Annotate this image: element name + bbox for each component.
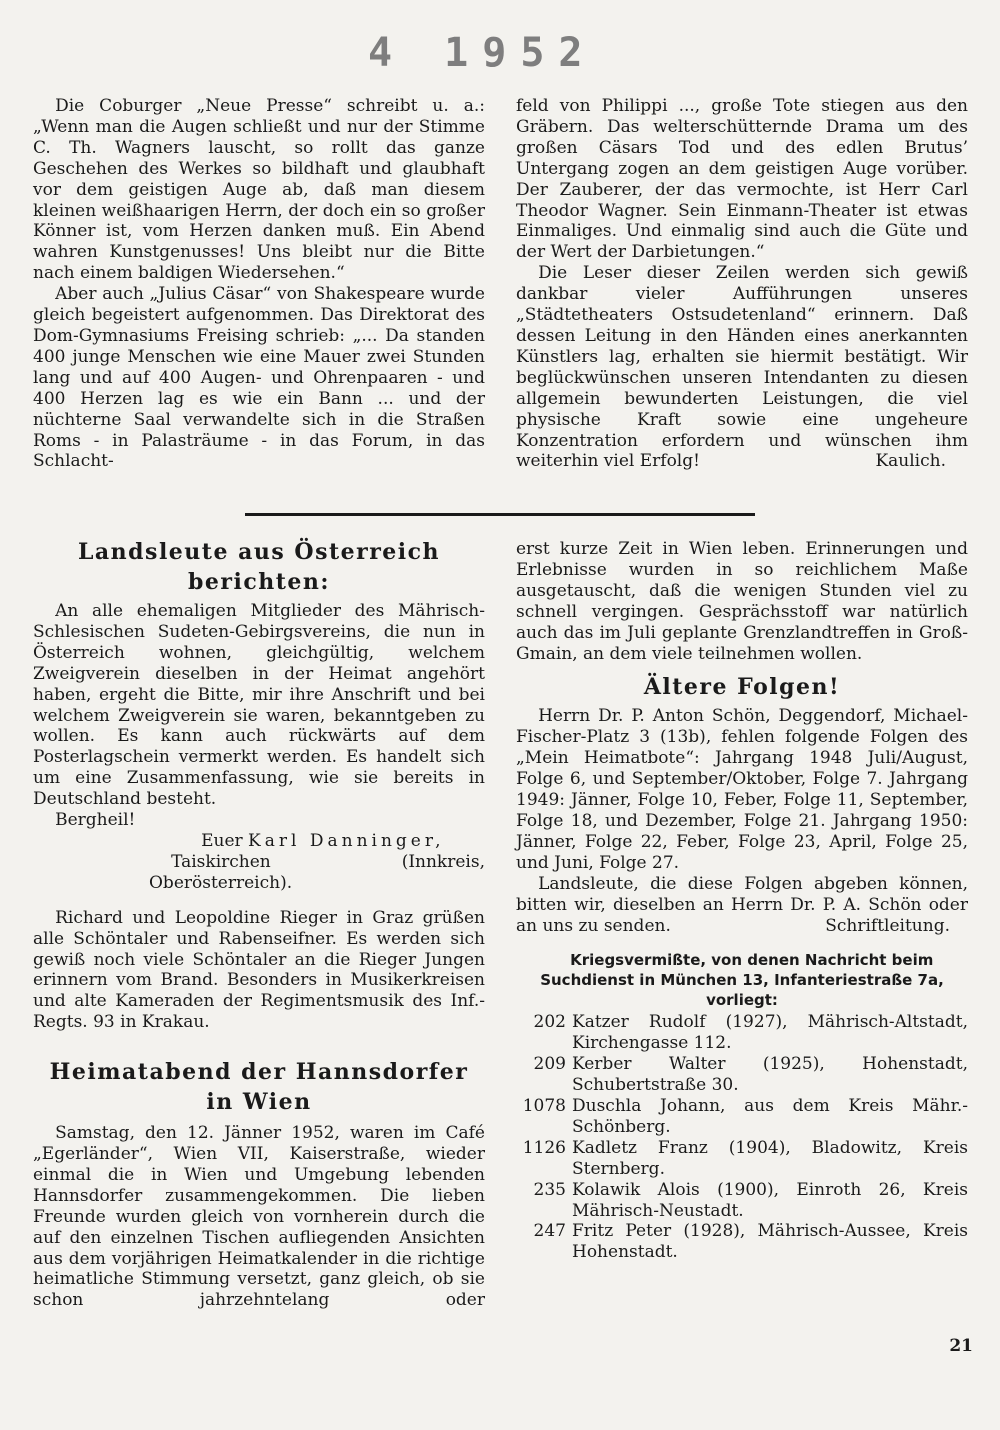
date-stamp: 4 1952: [368, 30, 597, 76]
paragraph-hannsdorf-cont: erst kurze Zeit in Wien leben. Erinnerungen und Erlebnisse wurden in so reichlichem Maße ausgetauscht, daß die wenigen Stunden viel zu schnell vergingen. Gesprächsstoff war natürlich auch das im Juli geplante Grenzlandtreffen in Groß-Gmain, an dem viele teilnehmen wollen.: [516, 539, 968, 664]
heading-hannsdorf-line1: Heimatabend der Hannsdorfer: [49, 1059, 469, 1086]
item-text: Kerber Walter (1925), Hohenstadt, Schubertstraße 30.: [572, 1054, 968, 1096]
item-number: 1126: [522, 1137, 566, 1158]
readers-text: Die Leser dieser Zeilen werden sich gewiß dankbar vieler Aufführungen unseres „Städtetheaters Ostsudetenland“ erinnern. Daß dessen Leitung in den Händen eines anerkannten Künstlers lag, erhalten sie hiermit bestätigt. Wir beglückwünschen unseren Intendanten zu diesen allgemein bewunderten Leistungen, die viel physische Kraft sowie eine ungeheure Konzentration erfordern und wünschen ihm weiterhin viel Erfolg!: [516, 263, 968, 472]
signature-prefix: Euer: [201, 830, 243, 851]
paragraph-rieger: Richard und Leopoldine Rieger in Graz grüßen alle Schöntaler und Rabenseifner. Es werden sich gewiß noch viele Schöntaler an die Rieger Jungen erinnern vom Brand. Besonders in Musikerkreisen und alte Kameraden der Regimentsmusik des Inf.-Regts. 93 in Krakau.: [33, 907, 485, 1033]
item-number: 209: [533, 1054, 566, 1075]
paragraph-older-request: [516, 874, 968, 937]
item-text: Kolawik Alois (1900), Einroth 26, Kreis Mährisch-Neustadt.: [572, 1179, 968, 1221]
heading-austria-line2: berichten:: [188, 569, 330, 595]
missing-persons-list: [516, 1012, 968, 1263]
paragraph-older-issues: Herrn Dr. P. Anton Schön, Deggendorf, Michael-Fischer-Platz 3 (13b), fehlen folgende Folgen des „Mein Heimatbote“: Jahrgang 1948 Juli/August, Folge 6, und September/Oktober, Folge 7. Jahrgang 1949: Jänner, Folge 10, Feber, Folge 11, September, Folge 18, und Dezember, Folge 21. Jahrgang 1950: Jänner, Folge 22, Feber, Folge 23, April, Folge 25, und Juni, Folge 27.: [516, 706, 968, 873]
list-item: [516, 1138, 968, 1180]
top-left-column: [33, 96, 485, 472]
signature-name: Karl Danninger,: [248, 830, 445, 851]
top-right-column: [516, 96, 968, 472]
heading-austria: [33, 537, 485, 597]
item-number: 202: [533, 1012, 566, 1033]
item-number: 235: [533, 1179, 566, 1200]
section-divider: [245, 513, 755, 516]
paragraph-philippi: feld von Philippi ..., große Tote stiegen aus den Gräbern. Das welterschütternde Drama um des großen Cäsars Tod und des edlen Brutus’ Untergang zogen an dem geistigen Auge vorüber. Der Zauberer, der das vermochte, ist Herr Carl Theodor Wagner. Sein Einmann-Theater ist etwas Einmaliges. Und einmalig sind auch die Güte und der Wert der Darbietungen.“: [516, 96, 968, 263]
signoff-editorial: Schriftleitung.: [825, 915, 950, 936]
heading-older-issues: Ältere Folgen!: [643, 674, 841, 701]
list-item: [516, 1096, 968, 1138]
bottom-left-column: [33, 537, 485, 1311]
page-number: 21: [949, 1336, 973, 1356]
heading-missing-persons: Kriegsvermißte, von denen Nachricht beim Suchdienst in München 13, Infanteriestraße 7a, vorliegt:: [540, 951, 944, 1010]
bottom-right-column: [516, 539, 968, 1263]
paragraph-readers: [516, 263, 968, 472]
paragraph-austria-appeal: An alle ehemaligen Mitglieder des Mährisch-Schlesischen Sudeten-Gebirgsvereins, die nun in Österreich wohnen, gleichgültig, welchem Zweigverein dieselben in der Heimat angehört haben, ergeht die Bitte, mir ihre Anschrift und bei welchem Zweigverein sie waren, bekanntgeben zu wollen. Es kann auch rückwärts auf dem Posterlagschein vermerkt werden. Es handelt sich um eine Zusammenfassung, wie sie bereits in Deutschland besteht.: [33, 601, 485, 810]
heading-hannsdorf: [33, 1057, 485, 1117]
list-item: [516, 1180, 968, 1222]
list-item: [516, 1012, 968, 1054]
heading-hannsdorf-line2: in Wien: [206, 1089, 312, 1116]
item-number: 1078: [522, 1096, 566, 1117]
greeting: Bergheil!: [55, 810, 136, 831]
older-request-text: Landsleute, die diese Folgen abgeben können, bitten wir, dieselben an Herrn Dr. P. A. Schön oder an uns zu senden.: [516, 873, 968, 936]
signature-place: Taiskirchen (Innkreis, Oberösterreich).: [149, 851, 485, 893]
item-number: 247: [533, 1221, 566, 1242]
item-text: Kadletz Franz (1904), Bladowitz, Kreis Sternberg.: [572, 1137, 968, 1179]
list-item: [516, 1221, 968, 1263]
paragraph-julius-caesar: Aber auch „Julius Cäsar“ von Shakespeare wurde gleich begeistert aufgenommen. Das Direktorat des Dom-Gymnasiums Freising schrieb: „... Da standen 400 junge Menschen wie eine Mauer zwei Stunden lang und auf 400 Augen- und Ohrenpaaren - und 400 Herzen lag es wie ein Bann ... und der nüchterne Saal verwandelte sich in die Straßen Roms - in Palasträume - in das Forum, in das Schlacht-: [33, 284, 485, 472]
item-text: Fritz Peter (1928), Mährisch-Aussee, Kreis Hohenstadt.: [572, 1221, 968, 1263]
heading-austria-line1: Landsleute aus Österreich: [77, 539, 441, 565]
item-text: Katzer Rudolf (1927), Mährisch-Altstadt, Kirchengasse 112.: [572, 1012, 968, 1054]
author-kaulich: Kaulich.: [875, 451, 946, 472]
list-item: [516, 1054, 968, 1096]
item-text: Duschla Johann, aus dem Kreis Mähr.-Schönberg.: [572, 1096, 968, 1137]
paragraph-hannsdorf: Samstag, den 12. Jänner 1952, waren im Café „Egerländer“, Wien VII, Kaiserstraße, wieder einmal die in Wien und Umgebung lebenden Hannsdorfer zusammengekommen. Die lieben Freunde wurden gleich von vornherein durch die auf den einzelnen Tischen aufliegenden Ansichten aus dem vorjährigen Heimatkalender in die richtige heimatliche Stimmung versetzt, ganz gleich, ob sie schon jahrzehntelang oder: [33, 1123, 485, 1311]
signature-line: [33, 831, 485, 852]
paragraph-coburg-press: Die Coburger „Neue Presse“ schreibt u. a.: „Wenn man die Augen schließt und nur der Stimme C. Th. Wagners lauscht, so rollt das ganze Geschehen des Werkes so bildhaft und glaubhaft vor dem geistigen Auge ab, daß man diesem kleinen weißhaarigen Herrn, der doch ein so großer Könner ist, vom Herzen danken muß. Ein Abend wahren Kunstgenusses! Uns bleibt nur die Bitte nach einem baldigen Wiedersehen.“: [33, 96, 485, 284]
